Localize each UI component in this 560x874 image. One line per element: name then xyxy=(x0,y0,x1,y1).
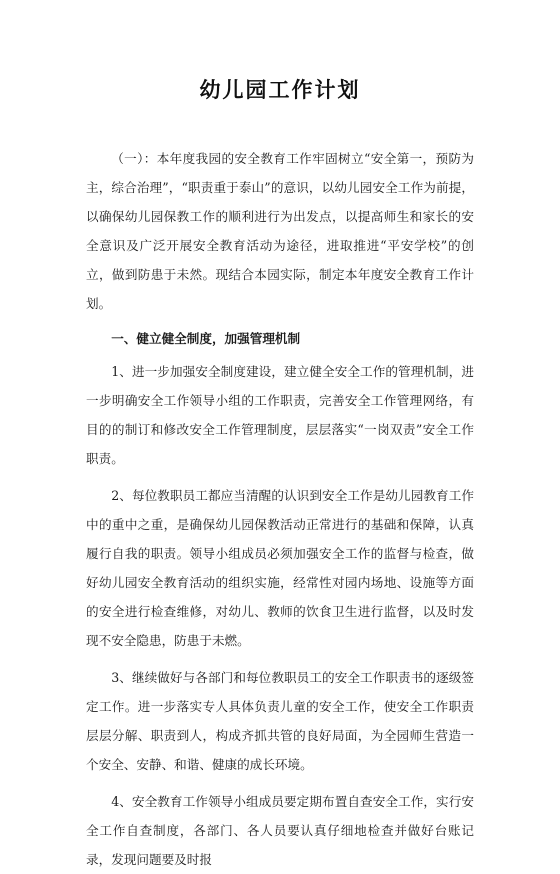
section-heading: 一、健立健全制度，加强管理机制 xyxy=(111,331,301,346)
paragraph-item-1: 1、进一步加强安全制度建设，建立健全安全工作的管理机制，进一步明确安全工作领导小组的工作职责，完善安全工作管理网络，有目的的制订和修改安全工作管理制度，层层落实“一岗双责”安全工作职责。 xyxy=(86,364,474,466)
document-title: 幼儿园工作计划 xyxy=(199,78,361,102)
paragraph-item-4: 4、安全教育工作领导小组成员要定期布置自查安全工作，实行安全工作自查制度，各部门、各人员要认真仔细地检查并做好台账记录，发现问题要及时报 xyxy=(86,794,474,867)
paragraph-item-2: 2、每位教职员工都应当清醒的认识到安全工作是幼儿园教育工作中的重中之重，是确保幼儿园保教活动正常进行的基础和保障，认真履行自我的职责。领导小组成员必须加强安全工作的监督与检查，做好幼儿园安全教育活动的组织实施，经常性对园内场地、设施等方面的安全进行检查维修，对幼儿、教师的饮食卫生进行监督，以及时发现不安全隐患，防患于未燃。 xyxy=(86,488,474,648)
paragraph-item-3: 3、继续做好与各部门和每位教职员工的安全工作职责书的逐级签定工作。进一步落实专人具体负责儿童的安全工作，使安全工作职责层层分解、职责到人，构成齐抓共管的良好局面，为全园师生营造一个安全、安静、和谐、健康的成长环境。 xyxy=(86,670,474,772)
intro-paragraph: （一）：本年度我园的安全教育工作牢固树立“安全第一，预防为主，综合治理”，“职责重于泰山”的意识，以幼儿园安全工作为前提，以确保幼儿园保教工作的顺利进行为出发点，以提高师生和家长的安全意识及广泛开展安全教育活动为途径，进取推进“平安学校”的创立，做到防患于未然。现结合本园实际，制定本年度安全教育工作计划。 xyxy=(86,151,474,311)
